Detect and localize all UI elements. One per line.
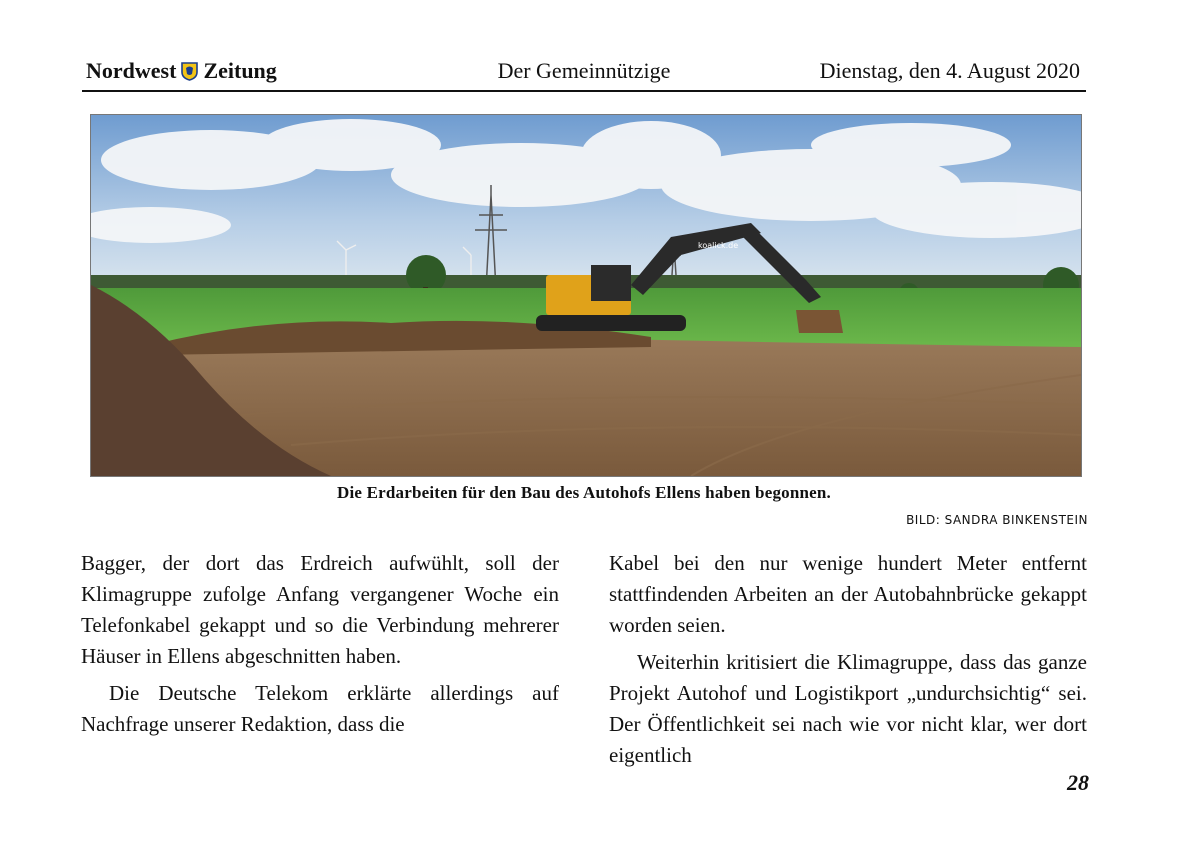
section-title: Der Gemeinnützige: [497, 58, 671, 83]
construction-photo: [90, 114, 1082, 477]
paragraph: Bagger, der dort das Erdreich aufwühlt, soll der Klimagruppe zufolge Anfang vergangener Woche ein Telefonkabel gekappt und so die Verbindung mehrerer Häuser in Ellens abgeschnitten haben.: [81, 551, 559, 668]
page-header: [82, 58, 1086, 92]
paragraph: Die Deutsche Telekom erklärte allerdings auf Nachfrage unserer Redaktion, dass die: [81, 681, 559, 736]
excavator-scene: [91, 115, 1081, 476]
photo-credit: BILD: SANDRA BINKENSTEIN: [906, 513, 1088, 527]
issue-date: Dienstag, den 4. August 2020: [819, 58, 1080, 83]
photo-caption: Die Erdarbeiten für den Bau des Autohofs Ellens haben begonnen.: [336, 483, 832, 502]
paragraph: Weiterhin kritisiert die Klimagruppe, dass das ganze Projekt Autohof und Logistikport „undurchsichtig“ sei. Der Öffentlichkeit sei nach wie vor nicht klar, wer dort eigentlich: [609, 650, 1087, 767]
page-number: 28: [1067, 770, 1089, 795]
masthead-nordwest: Nordwest: [86, 58, 177, 83]
paragraph: Kabel bei den nur wenige hundert Meter entfernt stattfindenden Arbeiten an der Autobahnbrücke gekappt worden seien.: [609, 551, 1087, 637]
masthead-zeitung: Zeitung: [203, 58, 277, 83]
article-column-right: [609, 548, 1087, 777]
article-column-left: [81, 548, 559, 746]
excavator-brand: koalick.de: [698, 241, 739, 250]
